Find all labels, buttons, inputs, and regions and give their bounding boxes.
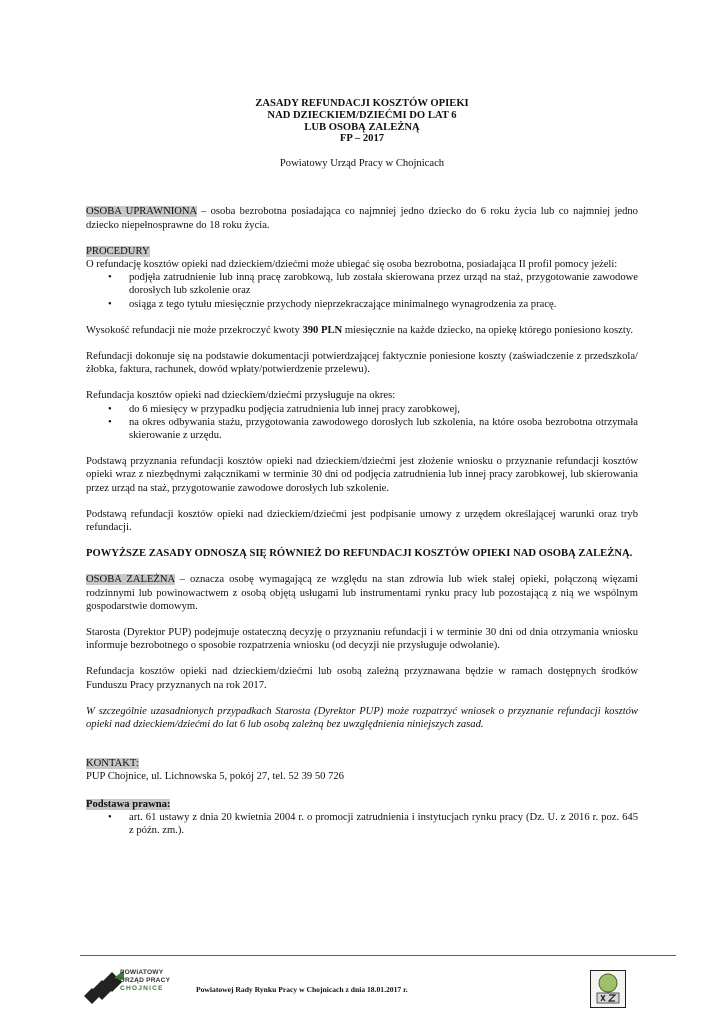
osoba-zalezna-label: OSOBA ZALEŻNA — [86, 574, 175, 586]
fundusz-pracy-logo — [590, 970, 626, 1008]
title-line-1: ZASADY REFUNDACJI KOSZTÓW OPIEKI — [255, 98, 469, 109]
italic-note-paragraph: W szczególnie uzasadnionych przypadkach Starosta (Dyrektor PUP) może rozpatrzyć wniosek o przyznanie refundacji kosztów opieki nad dzieckiem/dziećmi do lat 6 lub osobą zależną bez uwzględnienia niniejszych zasad. — [86, 705, 638, 731]
okres-section — [86, 389, 638, 442]
list-item: • na okres odbywania stażu, przygotowania zawodowego dorosłych lub szkolenia, na które osoba bezrobotna otrzymała skierowanie z urzędu. — [108, 416, 638, 442]
powyzsze-zasady-paragraph: POWYŻSZE ZASADY ODNOSZĄ SIĘ RÓWNIEŻ DO REFUNDACJI KOSZTÓW OPIEKI NAD OSOBĄ ZALEŻNĄ. — [86, 548, 633, 560]
pup-chojnice-logo — [84, 966, 202, 1006]
pup-logo-icon — [84, 970, 124, 1004]
title-line-3: LUB OSOBĄ ZALEŻNĄ — [304, 121, 420, 133]
list-item: • do 6 miesięcy w przypadku podjęcia zatrudnienia lub innej pracy zarobkowej, — [108, 403, 460, 415]
procedury-list — [86, 271, 638, 311]
procedury-section — [86, 245, 638, 311]
title-line-2: NAD DZIECKIEM/DZIEĆMI DO LAT 6 — [267, 109, 457, 121]
wysokosc-paragraph: Wysokość refundacji nie może przekroczyć kwoty 390 PLN miesięcznie na każde dziecko, na opiekę którego poniesiono koszty. — [86, 324, 634, 336]
bullet-icon: • — [108, 272, 112, 284]
refundacji-dokonuje-paragraph: Refundacji dokonuje się na podstawie dokumentacji potwierdzającej faktycznie poniesione koszty (zaświadczenie z przedszkola/żłobka, faktura, rachunek, dowód wpłaty/potwierdzenie przelewu). — [86, 351, 638, 376]
list-item: • osiąga z tego tytułu miesięcznie przychody nieprzekraczające minimalnego wynagrodzenia za pracę. — [108, 298, 557, 310]
list-item: • podjęła zatrudnienie lub inną pracę zarobkową, lub została skierowana przez urząd na staż, przygotowanie zawodowe dorosłych lub szkolenie oraz — [108, 272, 638, 297]
podstawa-prawna-label: Podstawa prawna: — [86, 798, 171, 810]
list-item: • art. 61 ustawy z dnia 20 kwietnia 2004 r. o promocji zatrudnienia i instytucjach rynku pracy (Dz. U. z 2016 r. poz. 645 z późn. zm.). — [108, 811, 638, 837]
refund-amount: 390 PLN — [302, 324, 343, 336]
pup-logo-text: POWIATOWY URZĄD PRACY CHOJNICE — [120, 969, 171, 992]
osoba-uprawniona-text: – osoba bezrobotna posiadająca co najmniej jedno dziecko do 6 roku życia lub co najmniej jedno dziecko niepełnosprawne do 18 roku życia. — [86, 206, 638, 231]
bullet-icon: • — [108, 298, 112, 310]
osoba-uprawniona-label: OSOBA UPRAWNIONA — [86, 206, 197, 218]
kontakt-label: KONTAKT: — [86, 758, 139, 770]
bullet-icon: • — [108, 811, 112, 823]
kontakt-text: PUP Chojnice, ul. Lichnowska 5, pokój 27, tel. 52 39 50 726 — [86, 771, 344, 783]
podstawa-prawna-section — [86, 798, 638, 838]
document-subtitle: Powiatowy Urząd Pracy w Chojnicach — [279, 158, 445, 170]
podstawa-refundacji-paragraph: Podstawą refundacji kosztów opieki nad dzieckiem/dziećmi jest podpisanie umowy z urzędem określającej warunki oraz tryb refundacji. — [86, 508, 638, 534]
osoba-zalezna-text: – oznacza osobę wymagającą ze względu na stan zdrowia lub wiek stałej opieki, połączoną więzami rodzinnymi lub powinowactwem z osobą objętą usługami lub instrumentami rynku pracy lub pozostającą z nią we wspólnym gospodarstwie domowym. — [86, 574, 638, 612]
kontakt-section — [86, 757, 638, 783]
okres-list — [86, 403, 638, 443]
osoba-uprawniona-paragraph — [86, 205, 638, 231]
footer-divider — [80, 955, 676, 956]
bullet-icon: • — [108, 403, 112, 415]
title-line-4: FP – 2017 — [339, 133, 385, 145]
podstawa-przyznania-paragraph: Podstawą przyznania refundacji kosztów opieki nad dzieckiem/dziećmi jest złożenie wniosku o przyznanie refundacji kosztów opieki wraz z niezbędnymi załącznikami w terminie 30 dni od podjęcia zatrudnienia lub innej pracy zarobkowej, lub skierowania przez urząd na staż, przygotowanie zawodowe dorosłych lub szkolenie. — [86, 456, 638, 494]
footer-note: Powiatowej Rady Rynku Pracy w Chojnicach z dnia 18.01.2017 r. — [196, 985, 408, 994]
procedury-intro: O refundację kosztów opieki nad dzieckiem/dziećmi może ubiegać się osoba bezrobotna, posiadająca II profil pomocy jeżeli: — [86, 259, 618, 270]
document-page — [86, 98, 638, 837]
document-title — [86, 98, 638, 145]
fundusz-pracy-icon — [591, 971, 625, 1007]
procedury-label: PROCEDURY — [86, 245, 150, 257]
osoba-zalezna-paragraph — [86, 573, 638, 613]
fundusz-paragraph: Refundacja kosztów opieki nad dzieckiem/dziećmi lub osobą zależną przyznawana będzie w ramach dostępnych środków Funduszu Pracy przyznanych na rok 2017. — [86, 666, 638, 691]
starosta-paragraph: Starosta (Dyrektor PUP) podejmuje ostateczną decyzję o przyznaniu refundacji i w terminie 30 dni od dnia otrzymania wniosku informuje bezrobotnego o sposobie rozpatrzenia wniosku (od decyzji nie przysługuje odwołanie). — [86, 627, 638, 652]
footer — [84, 966, 604, 1010]
podstawa-prawna-list — [86, 811, 638, 837]
okres-intro: Refundacja kosztów opieki nad dzieckiem/dziećmi przysługuje na okres: — [86, 390, 396, 402]
bullet-icon: • — [108, 416, 112, 428]
